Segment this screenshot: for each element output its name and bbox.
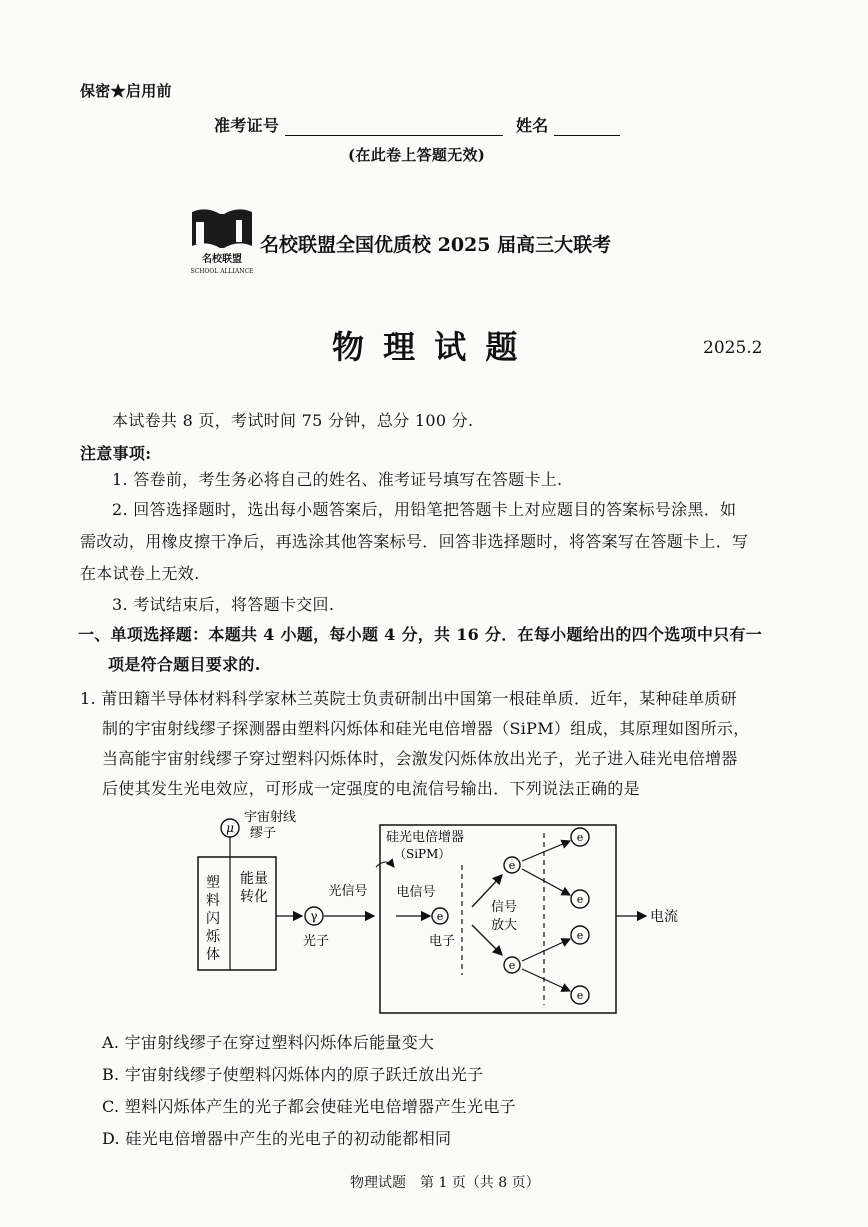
electron-symbol: e	[576, 929, 584, 942]
energy-label-2: 转化	[240, 889, 268, 905]
school-title: 名校联盟全国优质校 2025 届高三大联考	[260, 234, 612, 256]
exam-id-label: 准考证号	[214, 116, 280, 135]
electric-signal-label: 电信号	[396, 885, 436, 900]
question-1-line-2: 制的宇宙射线缪子探测器由塑料闪烁体和硅光电倍增器（SiPM）组成，其原理如图所示，	[102, 719, 750, 738]
photon-symbol: γ	[310, 909, 318, 923]
option-a[interactable]: A. 宇宙射线缪子在穿过塑料闪烁体后能量变大	[102, 1033, 435, 1052]
question-1-line-3: 当高能宇宙射线缪子穿过塑料闪烁体时，会激发闪烁体放出光子，光子进入硅光电倍增器	[102, 749, 738, 768]
electron-symbol: e	[576, 893, 584, 906]
current-label: 电流	[650, 909, 678, 925]
electron-symbol: e	[436, 910, 444, 923]
electron-symbol: e	[508, 959, 516, 972]
notice-item-1: 1. 答卷前，考生务必将自己的姓名、准考证号填写在答题卡上.	[112, 470, 563, 489]
section-1-heading: 一、单项选择题：本题共 4 小题，每小题 4 分，共 16 分．在每小题给出的四个选项中只有一	[78, 625, 763, 644]
school-logo	[186, 206, 258, 276]
notice-item-2-line-2: 需改动，用橡皮擦干净后，再选涂其他答案标号．回答非选择题时，将答案写在答题卡上．写	[80, 532, 749, 551]
muon-label-2: 缪子	[250, 826, 277, 841]
exam-id-row	[214, 113, 620, 136]
name-field[interactable]	[554, 121, 620, 136]
section-1-heading-cont: 项是符合题目要求的.	[108, 655, 261, 674]
energy-label-1: 能量	[240, 871, 268, 887]
option-c[interactable]: C. 塑料闪烁体产生的光子都会使硅光电倍增器产生光电子	[102, 1097, 516, 1116]
arrow-branch	[522, 841, 570, 861]
arrow-branch	[522, 869, 570, 895]
notice-item-3: 3. 考试结束后，将答题卡交回.	[112, 595, 335, 614]
scint-char-3: 闪	[206, 911, 220, 927]
sipm-principle-diagram	[190, 805, 690, 1020]
arrow-branch	[522, 939, 570, 961]
sipm-entry-arrow	[376, 862, 394, 867]
scint-char-5: 体	[206, 947, 220, 963]
exam-id-field[interactable]	[285, 121, 503, 136]
option-d[interactable]: D. 硅光电倍增器中产生的光电子的初动能都相同	[102, 1129, 452, 1148]
light-signal-label: 光信号	[328, 884, 368, 899]
book-icon	[186, 206, 258, 276]
notice-heading: 注意事项:	[80, 444, 152, 463]
question-1-line-1: 1. 莆田籍半导体材料科学家林兰英院士负责研制出中国第一根硅单质．近年，某种硅单质研	[80, 689, 737, 708]
exam-date: 2025.2	[703, 338, 763, 358]
logo-text: 名校联盟	[202, 254, 242, 265]
exam-intro: 本试卷共 8 页，考试时间 75 分钟，总分 100 分.	[112, 411, 474, 430]
scint-char-4: 烁	[206, 929, 220, 945]
page-footer: 物理试题 第 1 页（共 8 页）	[350, 1175, 540, 1191]
arrow-branch	[522, 969, 570, 991]
amplify-label-1: 信号	[490, 900, 518, 915]
photon-label: 光子	[302, 934, 330, 949]
notice-item-2-line-1: 2. 回答选择题时，选出每小题答案后，用铅笔把答题卡上对应题目的答案标号涂黑．如	[112, 500, 737, 519]
electron-symbol: e	[508, 859, 516, 872]
confidential-label: 保密★启用前	[80, 82, 172, 100]
sipm-label-2: （SiPM）	[394, 847, 451, 861]
amplify-label-2: 放大	[490, 918, 518, 933]
muon-symbol: μ	[226, 821, 234, 835]
electron-symbol: e	[576, 831, 584, 844]
answer-invalid-note: (在此卷上答题无效)	[348, 146, 486, 164]
logo-subtext: SCHOOL ALLIANCE	[190, 268, 254, 275]
scint-char-2: 料	[206, 893, 220, 909]
muon-label-1: 宇宙射线	[244, 810, 297, 825]
exam-title: 物 理 试 题	[332, 328, 522, 366]
scint-char-1: 塑	[206, 875, 220, 891]
electron-symbol: e	[576, 989, 584, 1002]
question-1-line-4: 后使其发生光电效应，可形成一定强度的电流信号输出．下列说法正确的是	[102, 779, 640, 798]
electron-label: 电子	[428, 934, 456, 949]
option-b[interactable]: B. 宇宙射线缪子使塑料闪烁体内的原子跃迁放出光子	[102, 1065, 484, 1084]
notice-item-2-line-3: 在本试卷上无效.	[80, 564, 200, 583]
sipm-label-1: 硅光电倍增器	[386, 830, 465, 845]
name-label: 姓名	[515, 116, 549, 135]
